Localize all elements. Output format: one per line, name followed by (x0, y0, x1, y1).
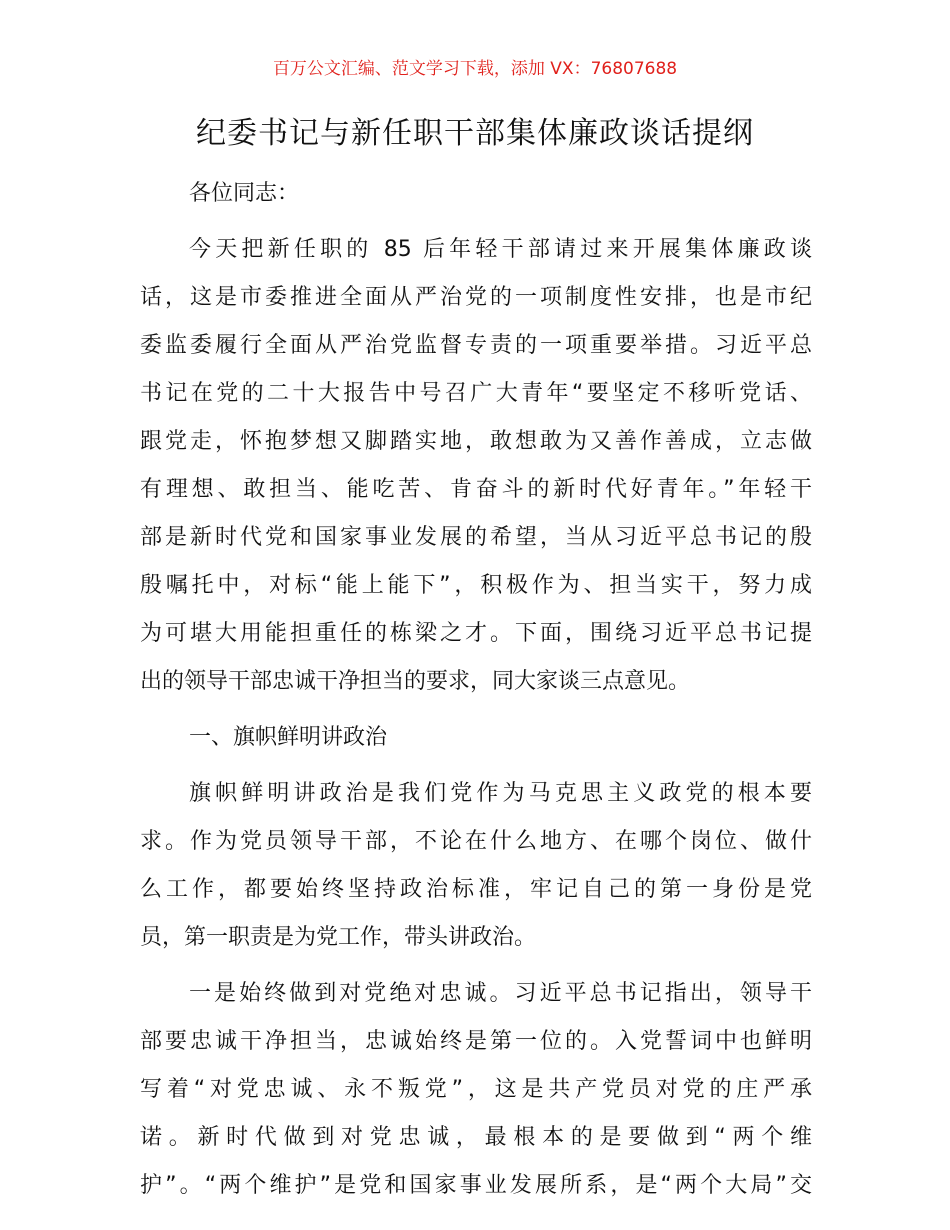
text-line: 么工作，都要始终坚持政治标准，牢记自己的第一身份是党 (140, 877, 812, 902)
text-line: 部是新时代党和国家事业发展的希望，当从习近平总书记的殷 (140, 525, 812, 550)
watermark-header: 百万公文汇编、范文学习下载，添加 VX：76807688 (272, 59, 678, 79)
text-line: 一是始终做到对党绝对忠诚。习近平总书记指出，领导干 (189, 981, 812, 1006)
text-line: 护”。“两个维护”是党和国家事业发展所系，是“两个大局”交 (140, 1173, 812, 1198)
text-line: 今天把新任职的 85 后年轻干部请过来开展集体廉政谈 (189, 237, 812, 262)
paragraph-intro (140, 226, 812, 706)
text-line: 各位同志： (189, 181, 300, 206)
text-line: 求。作为党员领导干部，不论在什么地方、在哪个岗位、做什 (140, 829, 812, 854)
document-title: 纪委书记与新任职干部集体廉政谈话提纲 (196, 116, 754, 151)
text-line: 为可堪大用能担重任的栋梁之才。下面，围绕习近平总书记提 (140, 621, 812, 646)
text-line: 员，第一职责是为党工作，带头讲政治。 (140, 925, 537, 950)
paragraph-politics (140, 770, 812, 962)
text-line: 有理想、敢担当、能吃苦、肯奋斗的新时代好青年。”年轻干 (140, 477, 812, 502)
text-line: 出的领导干部忠诚干净担当的要求，同大家谈三点意见。 (140, 669, 691, 694)
text-line: 写着“对党忠诚、永不叛党”，这是共产党员对党的庄严承 (140, 1077, 812, 1102)
text-line: 跟党走，怀抱梦想又脚踏实地，敢想敢为又善作善成，立志做 (140, 429, 812, 454)
text-line: 一、旗帜鲜明讲政治 (189, 725, 388, 750)
text-line: 话，这是市委推进全面从严治党的一项制度性安排，也是市纪 (140, 285, 812, 310)
section-heading (140, 714, 812, 762)
text-line: 诺。新时代做到对党忠诚，最根本的是要做到“两个维 (140, 1125, 812, 1150)
document-body (140, 170, 812, 1210)
text-line: 殷嘱托中，对标“能上能下”，积极作为、担当实干，努力成 (140, 573, 812, 598)
paragraph-loyalty (140, 970, 812, 1210)
text-line: 部要忠诚干净担当，忠诚始终是第一位的。入党誓词中也鲜明 (140, 1029, 812, 1054)
paragraph-salutation (140, 170, 812, 218)
text-line: 委监委履行全面从严治党监督专责的一项重要举措。习近平总 (140, 333, 812, 358)
text-line: 旗帜鲜明讲政治是我们党作为马克思主义政党的根本要 (189, 781, 812, 806)
text-line: 书记在党的二十大报告中号召广大青年“要坚定不移听党话、 (140, 381, 812, 406)
